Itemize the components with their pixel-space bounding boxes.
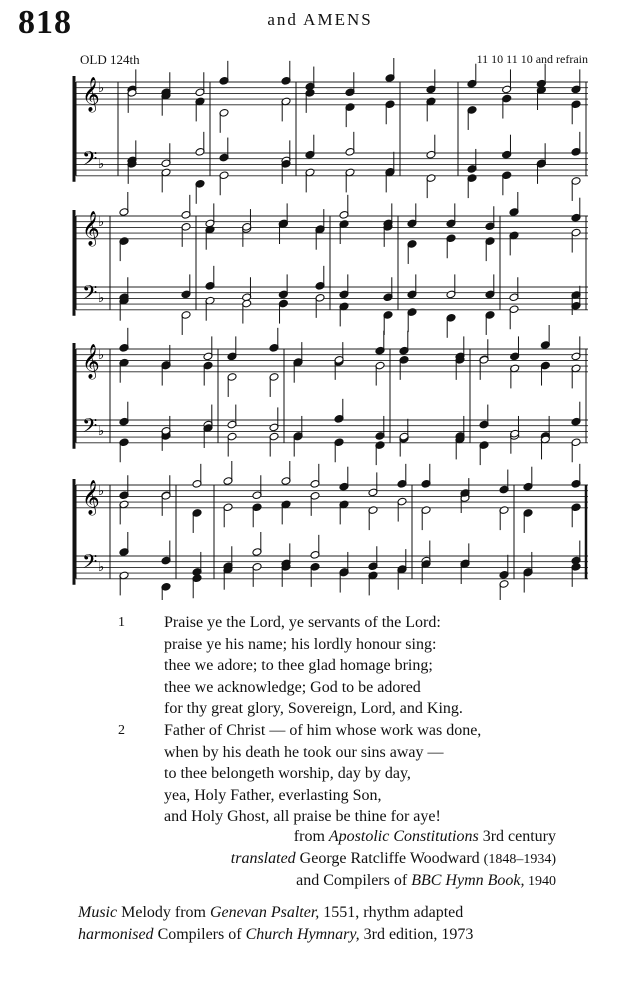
verse-line: Praise ye the Lord, ye servants of the Lord: [164, 614, 441, 631]
verse-line: Father of Christ — of him whose work was done, [164, 722, 482, 739]
verse-line: praise ye his name; his lordly honour sing: [164, 635, 437, 653]
verse-number: 1 [118, 615, 125, 630]
bass-clef-icon: 𝄢 [82, 281, 98, 309]
key-flat-icon: ♭ [98, 81, 105, 96]
bass-clef-icon: 𝄢 [82, 550, 98, 578]
bass-clef-icon: 𝄢 [82, 414, 98, 442]
key-flat-icon: ♭ [98, 215, 105, 230]
key-flat-icon: ♭ [98, 291, 105, 306]
key-flat-icon: ♭ [98, 484, 105, 499]
credit-line-1: from Apostolic Constitutions 3rd century [293, 828, 556, 845]
treble-clef-icon: 𝄞 [82, 344, 100, 379]
verse-line: and Holy Ghost, all praise be thine for aye! [164, 808, 441, 826]
verse-line: thee we adore; to thee glad homage bring; [164, 657, 433, 675]
metre: 11 10 11 10 and refrain [476, 52, 588, 66]
hymn-number: 818 [18, 4, 72, 41]
verse-line: for thy great glory, Sovereign, Lord, and King. [164, 700, 463, 718]
treble-clef-icon: 𝄞 [82, 77, 100, 112]
verse-line: to thee belongeth worship, day by day, [164, 765, 411, 783]
tune-name: OLD 124th [80, 52, 140, 67]
text-credits [231, 826, 556, 893]
key-flat-icon: ♭ [98, 348, 105, 363]
verse-line: yea, Holy Father, everlasting Son, [164, 786, 382, 804]
credit-line-2: translated George Ratcliffe Woodward (1848–1934) [230, 849, 556, 867]
key-flat-icon: ♭ [98, 560, 105, 575]
verse-line: when by his death he took our sins away — [164, 743, 444, 761]
verse-line: thee we acknowledge; God to be adored [164, 678, 421, 696]
credit-line-3: and Compilers of BBC Hymn Book, 1940 [296, 872, 556, 890]
section-title: and AMENS [267, 10, 373, 29]
music-credit-line-2: harmonised Compilers of Church Hymnary, 3rd edition, 1973 [78, 926, 474, 943]
verse-number: 2 [118, 723, 125, 738]
key-flat-icon: ♭ [98, 157, 105, 172]
bass-clef-icon: 𝄢 [82, 147, 98, 175]
treble-clef-icon: 𝄞 [82, 211, 100, 246]
music-credit-line-1: Music Melody from Genevan Psalter, 1551, rhythm adapted [78, 904, 464, 921]
music-credits [78, 902, 473, 946]
key-flat-icon: ♭ [98, 424, 105, 439]
treble-clef-icon: 𝄞 [82, 480, 100, 515]
